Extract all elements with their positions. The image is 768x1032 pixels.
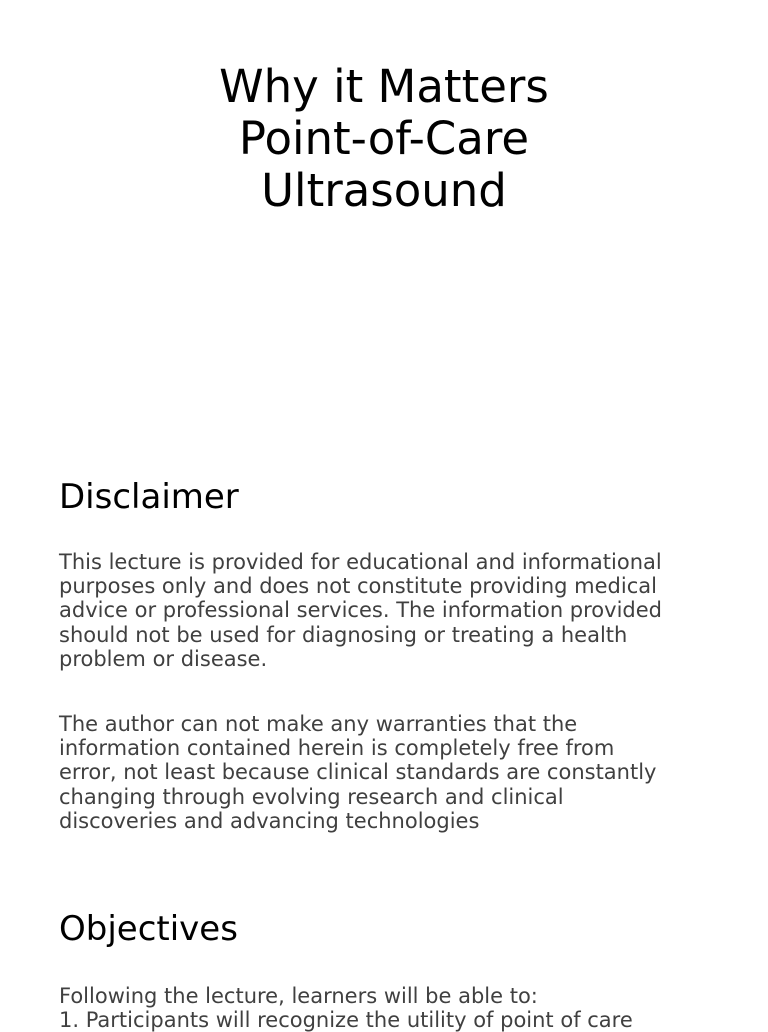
disclaimer-p1-line: purposes only and does not constitute providing medical bbox=[59, 574, 657, 599]
disclaimer-p1-line: problem or disease. bbox=[59, 646, 268, 671]
disclaimer-p2-line: discoveries and advancing technologies bbox=[59, 808, 480, 833]
disclaimer-p1-line: advice or professional services. The information provided bbox=[59, 598, 662, 623]
title-line-1: Why it Matters bbox=[219, 60, 549, 113]
disclaimer-p1-line: This lecture is provided for educational and informational bbox=[59, 550, 662, 574]
title-line-3: Ultrasound bbox=[261, 164, 507, 217]
disclaimer-paragraph-1 bbox=[59, 550, 739, 671]
disclaimer-paragraph-2 bbox=[59, 712, 739, 833]
disclaimer-p2-line: The author can not make any warranties that the bbox=[59, 712, 578, 736]
disclaimer-heading: Disclaimer bbox=[59, 477, 239, 517]
disclaimer-p1-line: should not be used for diagnosing or treating a health bbox=[59, 622, 628, 647]
objectives-heading: Objectives bbox=[59, 909, 238, 949]
objectives-intro: Following the lecture, learners will be able to: bbox=[59, 984, 538, 1008]
title-line-2: Point-of-Care bbox=[238, 112, 530, 165]
slide-title bbox=[0, 61, 768, 217]
disclaimer-p2-line: error, not least because clinical standards are constantly bbox=[59, 760, 657, 785]
disclaimer-p2-line: changing through evolving research and clinical bbox=[59, 784, 564, 809]
objectives-item: 1. Participants will recognize the utility of point of care bbox=[59, 1008, 633, 1032]
objectives-body bbox=[59, 984, 739, 1032]
disclaimer-p2-line: information contained herein is completely free from bbox=[59, 736, 615, 761]
